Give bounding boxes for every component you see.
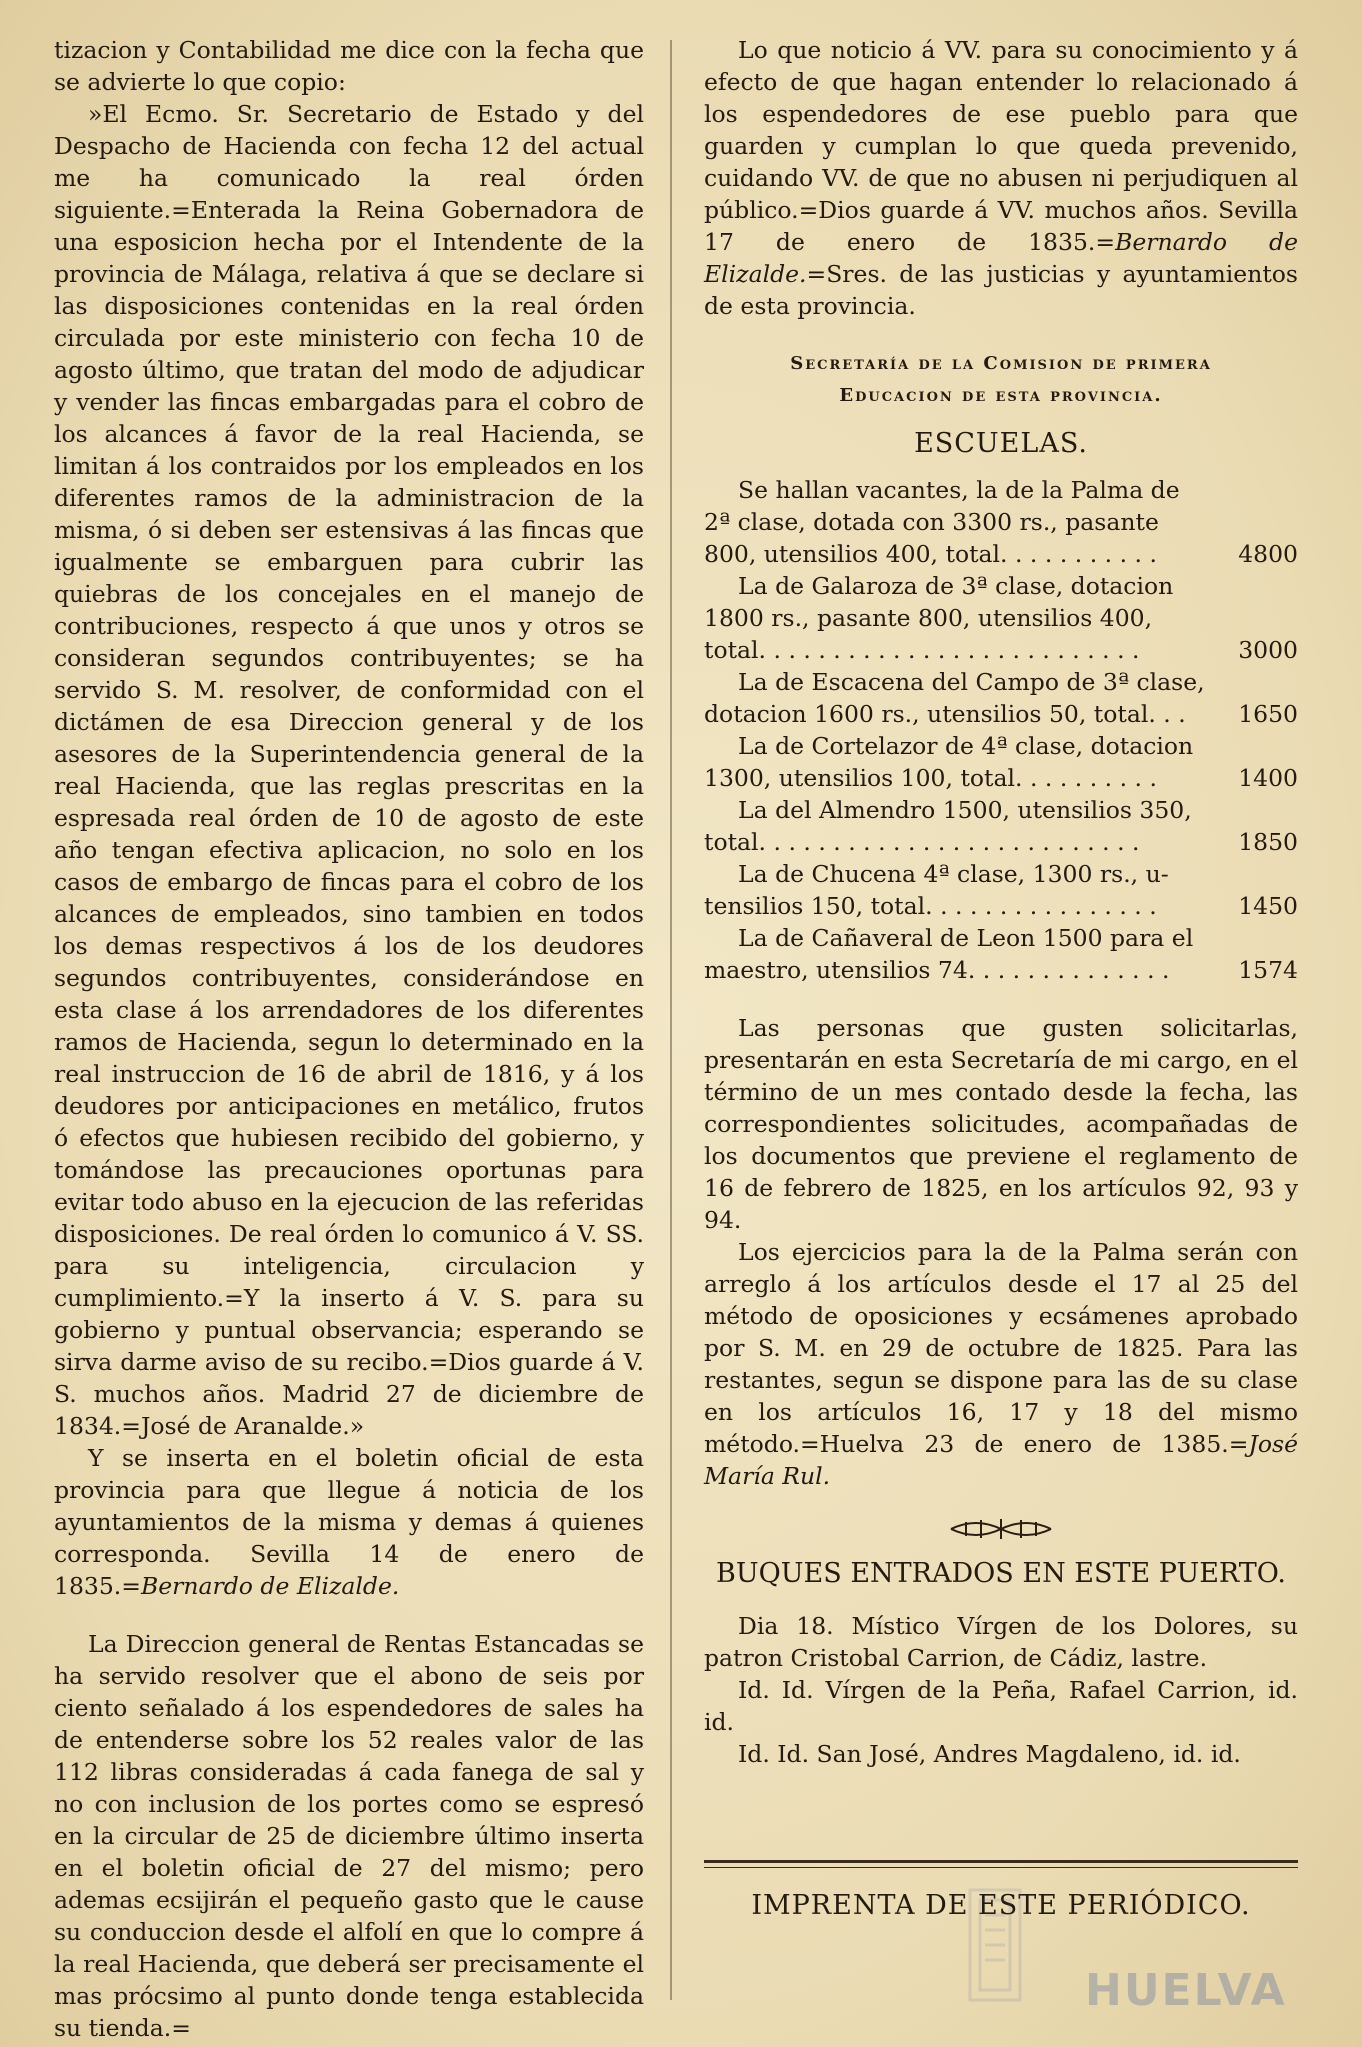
ships-title: BUQUES ENTRADOS EN ESTE PUERTO. <box>716 1558 1286 1589</box>
school-total-row <box>704 634 1298 666</box>
school-line: Se hallan vacantes, la de la Palma de <box>738 476 1180 504</box>
archive-stamp-text: HUELVA <box>1085 1965 1287 2016</box>
school-line: dotacion 1600 rs., utensilios 50, total. . . <box>704 700 1186 728</box>
ship-entry-3: Id. Id. San José, Andres Magdaleno, id. id. <box>738 1740 1241 1768</box>
school-item <box>704 666 1298 730</box>
left-column <box>54 34 644 2044</box>
school-item <box>704 858 1298 922</box>
signature-rul: José María Rul. <box>704 1430 1298 1490</box>
school-item <box>704 474 1298 570</box>
right-paragraph-1: Lo que noticio á VV. para su conocimiento y á efecto de que hagan entender lo relacionado á los espendedores de ese pueblo para que guarden y cumplan lo que queda prevenido, cuidando VV. de que no abusen ni perjudiquen al público.=Dios guarde á VV. muchos años. Sevilla 17 de enero de 1835.=Bernardo de Elizalde.=Sres. de las justicias y ayuntamientos de esta provincia. <box>704 36 1299 320</box>
school-total-row <box>704 762 1298 794</box>
right-paragraph-2: Las personas que gusten solicitarlas, presentarán en esta Secretaría de mi cargo, en el término de un mes contado desde la fecha, las correspondientes solicitudes, acompañadas de los documentos que previene el reglamento de 16 de febrero de 1825, en los artículos 92, 93 y 94. <box>704 1014 1298 1234</box>
school-total-row <box>704 954 1298 986</box>
school-line: tensilios 150, total. . . . . . . . . . . . . . . . <box>704 892 1157 920</box>
right-paragraph-3: Los ejercicios para la de la Palma serán con arreglo á los artículos desde el 17 al 25 del método de oposiciones y ecsámenes aprobado por S. M. en 29 de octubre de 1825. Para las restantes, segun se dispone para las de su clase en los artículos 16, 17 y 18 del mismo método.=Huelva 23 de enero de 1385.=José María Rul. <box>704 1238 1298 1490</box>
ship-entry-2: Id. Id. Vírgen de la Peña, Rafael Carrion, id. id. <box>704 1676 1298 1736</box>
left-paragraph-1: tizacion y Contabilidad me dice con la fecha que se advierte lo que copio: <box>54 36 644 96</box>
school-line: La de Chucena 4ª clase, 1300 rs., u- <box>738 860 1169 888</box>
school-item <box>704 570 1298 666</box>
imprenta-footer: IMPRENTA DE ESTE PERIÓDICO. <box>751 1890 1251 1921</box>
school-amount: 1450 <box>1238 892 1298 920</box>
school-total-row <box>704 826 1298 858</box>
school-line: La de Cortelazor de 4ª clase, dotacion <box>738 732 1194 760</box>
school-line: La de Escacena del Campo de 3ª clase, <box>738 668 1205 696</box>
school-amount: 1850 <box>1238 828 1298 856</box>
section-heading: Secretaría de la Comision de primera Educacion de esta provincia. <box>790 353 1212 406</box>
school-amount: 1400 <box>1238 764 1298 792</box>
school-amount: 1574 <box>1238 956 1298 984</box>
school-amount: 1650 <box>1238 700 1298 728</box>
signature-elizalde-2: Bernardo de Elizalde. <box>704 228 1299 288</box>
ship-entry-1: Dia 18. Místico Vírgen de los Dolores, su patron Cristobal Carrion, de Cádiz, lastre. <box>704 1612 1298 1672</box>
school-item <box>704 730 1298 794</box>
school-total-row <box>704 538 1298 570</box>
school-line: maestro, utensilios 74. . . . . . . . . . . . . . <box>704 956 1170 984</box>
column-divider <box>670 40 672 2000</box>
school-line: La de Cañaveral de Leon 1500 para el <box>738 924 1194 952</box>
school-list <box>704 474 1298 986</box>
school-amount: 4800 <box>1238 540 1298 568</box>
school-total-row <box>704 890 1298 922</box>
school-line: 1800 rs., pasante 800, utensilios 400, <box>704 604 1153 632</box>
school-line: La del Almendro 1500, utensilios 350, <box>738 796 1192 824</box>
left-paragraph-4: La Direccion general de Rentas Estancadas se ha servido resolver que el abono de seis por ciento señalado á los espendedores de sales ha de entenderse sobre los 52 reales valor de las 112 libras consideradas á cada fanega de sal y no con inclusion de los portes como se espresó en la circular de 25 de diciembre último inserta en el boletin oficial de 27 del mismo; pero ademas ecsijirán el pequeño gasto que le cause su conduccion desde el alfolí en que lo compre á la real Hacienda, que deberá ser precisamente el mas prócsimo al punto donde tenga establecida su tienda.= <box>54 1630 644 2042</box>
school-total-row <box>704 698 1298 730</box>
left-paragraph-2: »El Ecmo. Sr. Secretario de Estado y del Despacho de Hacienda con fecha 12 del actual me ha comunicado la real órden siguiente.=Enterada la Reina Gobernadora de una esposicion hecha por el Intendente de la provincia de Málaga, relativa á que se declare si las disposiciones contenidas en la real órden circulada por este ministerio con fecha 10 de agosto último, que tratan del modo de adjudicar y vender las fincas embargadas para el cobro de los alcances á favor de la real Hacienda, se limitan á los contraidos por los empleados en los diferentes ramos de la administracion de la misma, ó si deben ser estensivas á las fincas que igualmente se embarguen para cubrir las quiebras de los concejales en el manejo de contribuciones, respecto á que unos y otros se consideran segundos contribuyentes; se ha servido S. M. resolver, de conformidad con el dictámen de esa Direccion general y de los asesores de la Superintendencia general de la real Hacienda, que las reglas prescritas en la espresada real órden de 10 de agosto de este año tengan efectiva aplicacion, no solo en los casos de embargo de fincas para el cobro de los alcances de empleados, sino tambien en todos los demas respectivos á los de los deudores segundos contribuyentes, considerándose en esta clase á los arrendadores de los diferentes ramos de Hacienda, segun lo determinado en la real instruccion de 16 de abril de 1816, y á los deudores por anticipaciones en metálico, frutos ó efectos que hubiesen recibido del gobierno, y tomándose las precauciones oportunas para evitar todo abuso en la ejecucion de las referidas disposiciones. De real órden lo comunico á V. SS. para su inteligencia, circulacion y cumplimiento.=Y la inserto á V. S. para su gobierno y puntual observancia; esperando se sirva darme aviso de su recibo.=Dios guarde á V. S. muchos años. Madrid 27 de diciembre de 1834.=José de Aranalde.» <box>54 100 644 1440</box>
footer-rule <box>704 1860 1298 1868</box>
school-line: La de Galaroza de 3ª clase, dotacion <box>738 572 1174 600</box>
signature-elizalde-1: Bernardo de Elizalde. <box>140 1572 400 1600</box>
school-item <box>704 922 1298 986</box>
school-line: 2ª clase, dotada con 3300 rs., pasante <box>704 508 1159 536</box>
right-column <box>704 34 1298 1926</box>
escuelas-title: ESCUELAS. <box>914 428 1088 459</box>
school-line: 1300, utensilios 100, total. . . . . . . . . . <box>704 764 1157 792</box>
ornament-icon <box>946 1514 1056 1544</box>
left-paragraph-3: Y se inserta en el boletin oficial de esta provincia para que llegue á noticia de los ayuntamientos de la misma y demas á quienes corresponda. Sevilla 14 de enero de 1835.=Bernardo de Elizalde. <box>54 1444 644 1600</box>
school-item <box>704 794 1298 858</box>
school-amount: 3000 <box>1238 636 1298 664</box>
school-line: 800, utensilios 400, total. . . . . . . . . . . <box>704 540 1157 568</box>
school-line: total. . . . . . . . . . . . . . . . . . . . . . . . . . <box>704 636 1140 664</box>
school-line: total. . . . . . . . . . . . . . . . . . . . . . . . . . <box>704 828 1140 856</box>
